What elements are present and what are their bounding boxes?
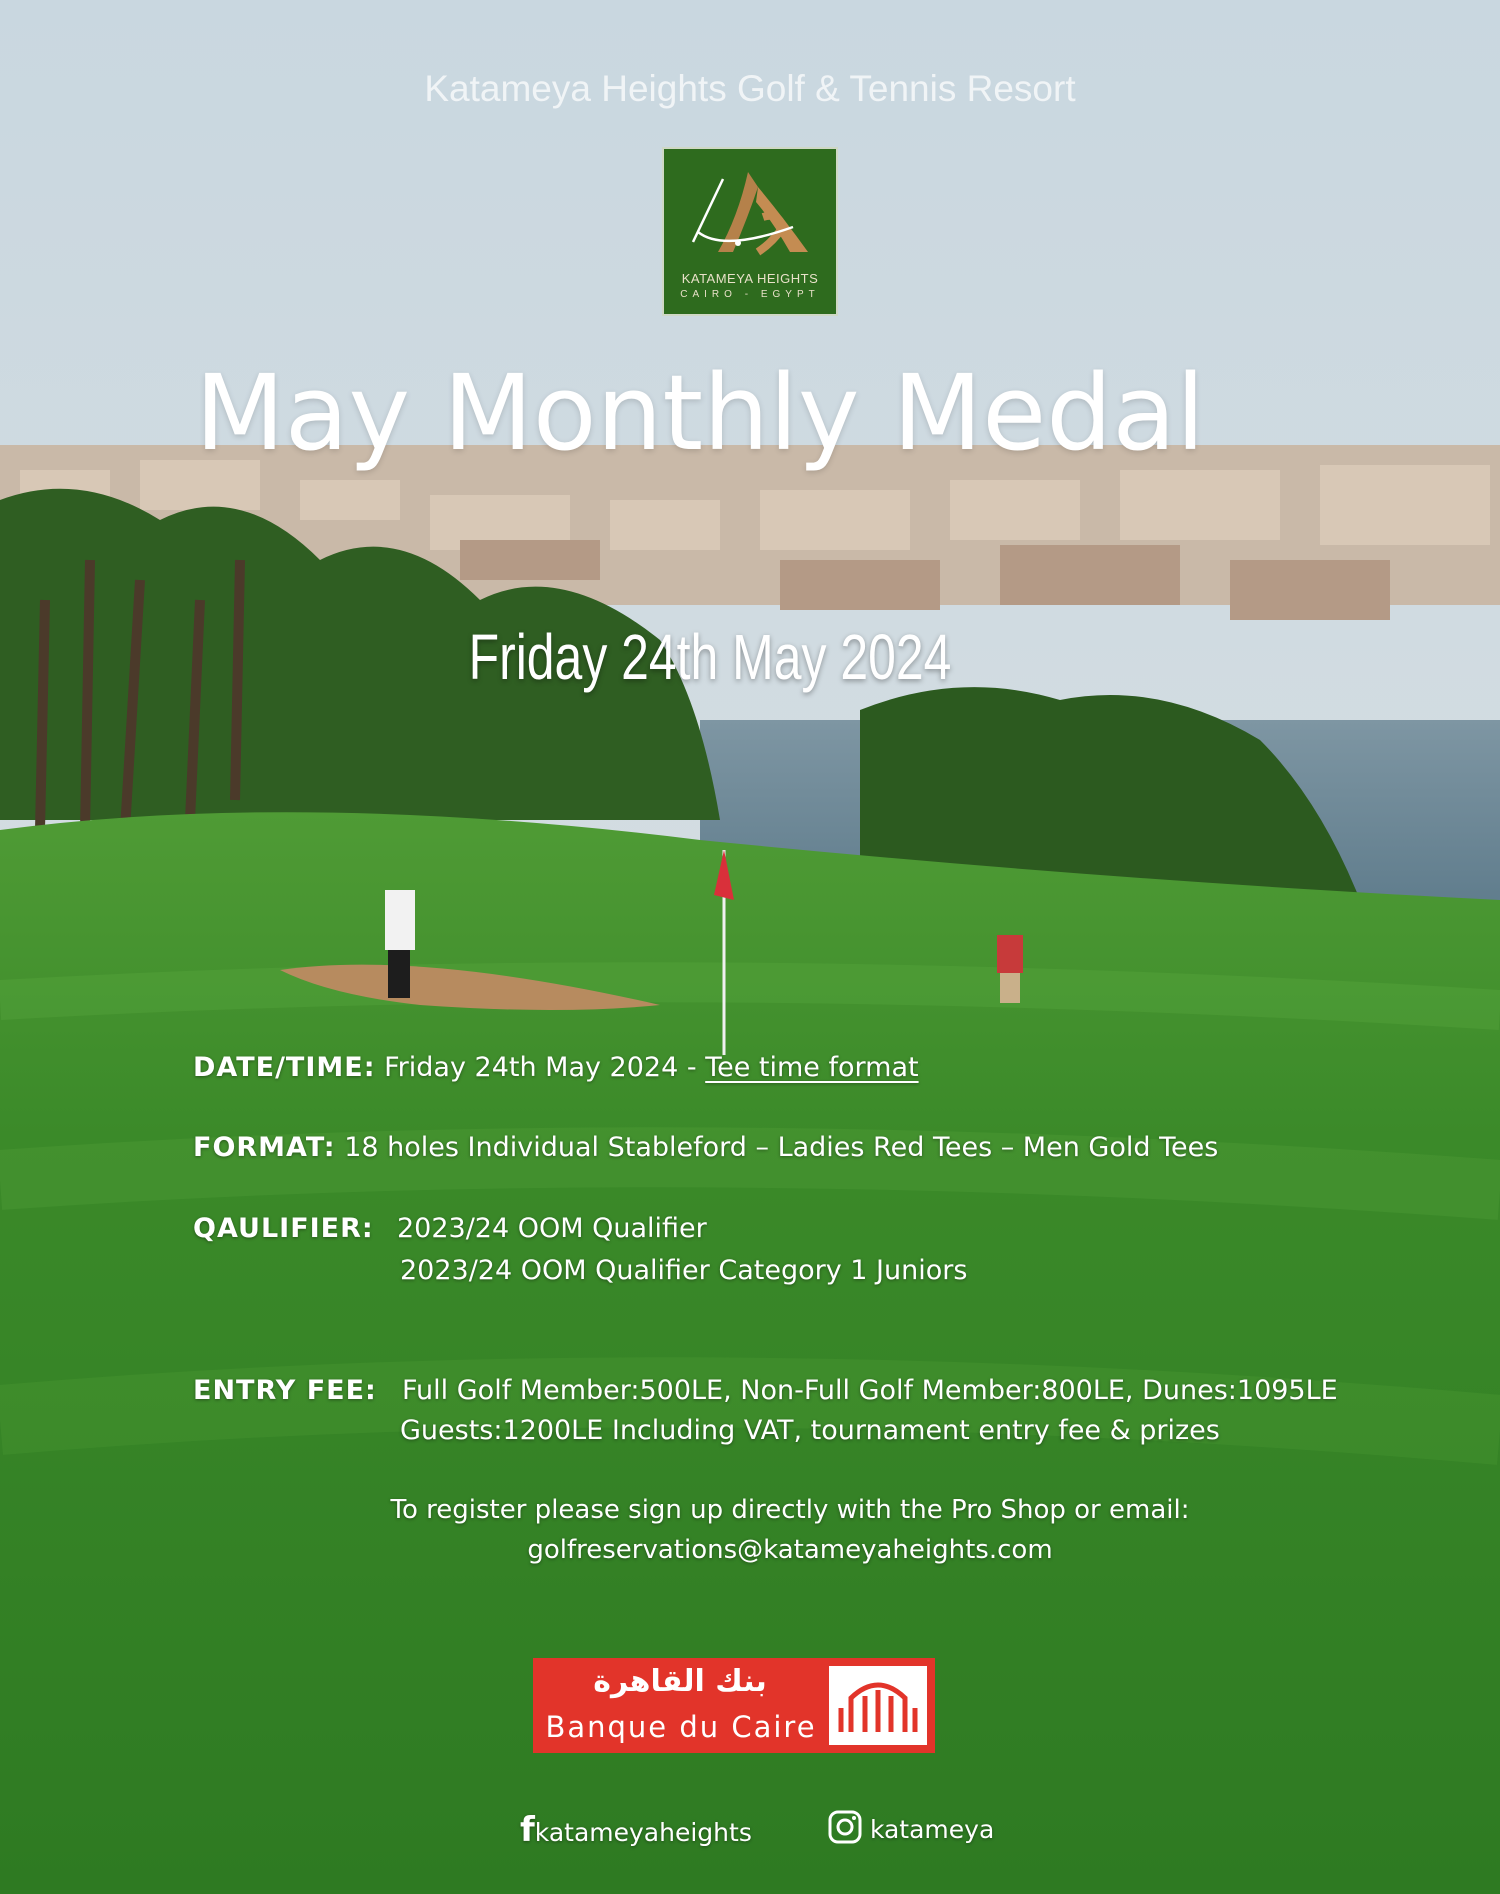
format-label: FORMAT: (193, 1132, 336, 1163)
entry-fee-label: ENTRY FEE: (193, 1375, 377, 1406)
format-row (193, 1132, 1218, 1163)
tee-time-format-link[interactable]: Tee time format (705, 1052, 919, 1083)
logo-location-line: CAIRO - EGYPT (680, 289, 820, 300)
format-value: 18 holes Individual Stableford – Ladies Red Tees – Men Gold Tees (344, 1132, 1219, 1163)
sponsor-logo (533, 1658, 935, 1753)
resort-logo (662, 147, 838, 316)
date-time-label: DATE/TIME: (193, 1052, 376, 1083)
golfer-logo-icon (678, 157, 822, 267)
date-time-row (193, 1052, 919, 1083)
qualifier-line-1: 2023/24 OOM Qualifier (397, 1213, 707, 1244)
register-email[interactable]: golfreservations@katameyaheights.com (527, 1535, 1053, 1565)
date-time-value: Friday 24th May 2024 - (384, 1052, 697, 1083)
instagram-handle: katameya (869, 1815, 995, 1844)
entry-fee-line-1: Full Golf Member:500LE, Non-Full Golf Member:800LE, Dunes:1095LE (402, 1375, 1338, 1406)
facebook-link[interactable] (520, 1810, 752, 1850)
qualifier-line-2: 2023/24 OOM Qualifier Category 1 Juniors (400, 1255, 968, 1286)
qualifier-label: QAULIFIER: (193, 1213, 374, 1244)
resort-name: Katameya Heights Golf & Tennis Resort (424, 68, 1076, 109)
register-instructions: To register please sign up directly with the Pro Shop or email: (390, 1495, 1190, 1525)
bank-mark-icon (829, 1666, 927, 1745)
logo-name-line: KATAMEYA HEIGHTS (681, 271, 819, 286)
instagram-link[interactable] (828, 1810, 994, 1844)
event-title: May Monthly Medal (195, 352, 1205, 474)
sponsor-name-english: Banque du Caire (545, 1710, 817, 1744)
event-date-title: Friday 24th May 2024 (468, 621, 952, 693)
entry-fee-row (193, 1375, 377, 1406)
instagram-icon (828, 1810, 862, 1844)
facebook-handle: katameyaheights (534, 1818, 752, 1847)
qualifier-row (193, 1213, 374, 1244)
entry-fee-line-2: Guests:1200LE Including VAT, tournament entry fee & prizes (400, 1415, 1220, 1446)
sponsor-name-arabic: بنك القاهرة (593, 1664, 767, 1699)
facebook-icon: f (520, 1810, 535, 1850)
